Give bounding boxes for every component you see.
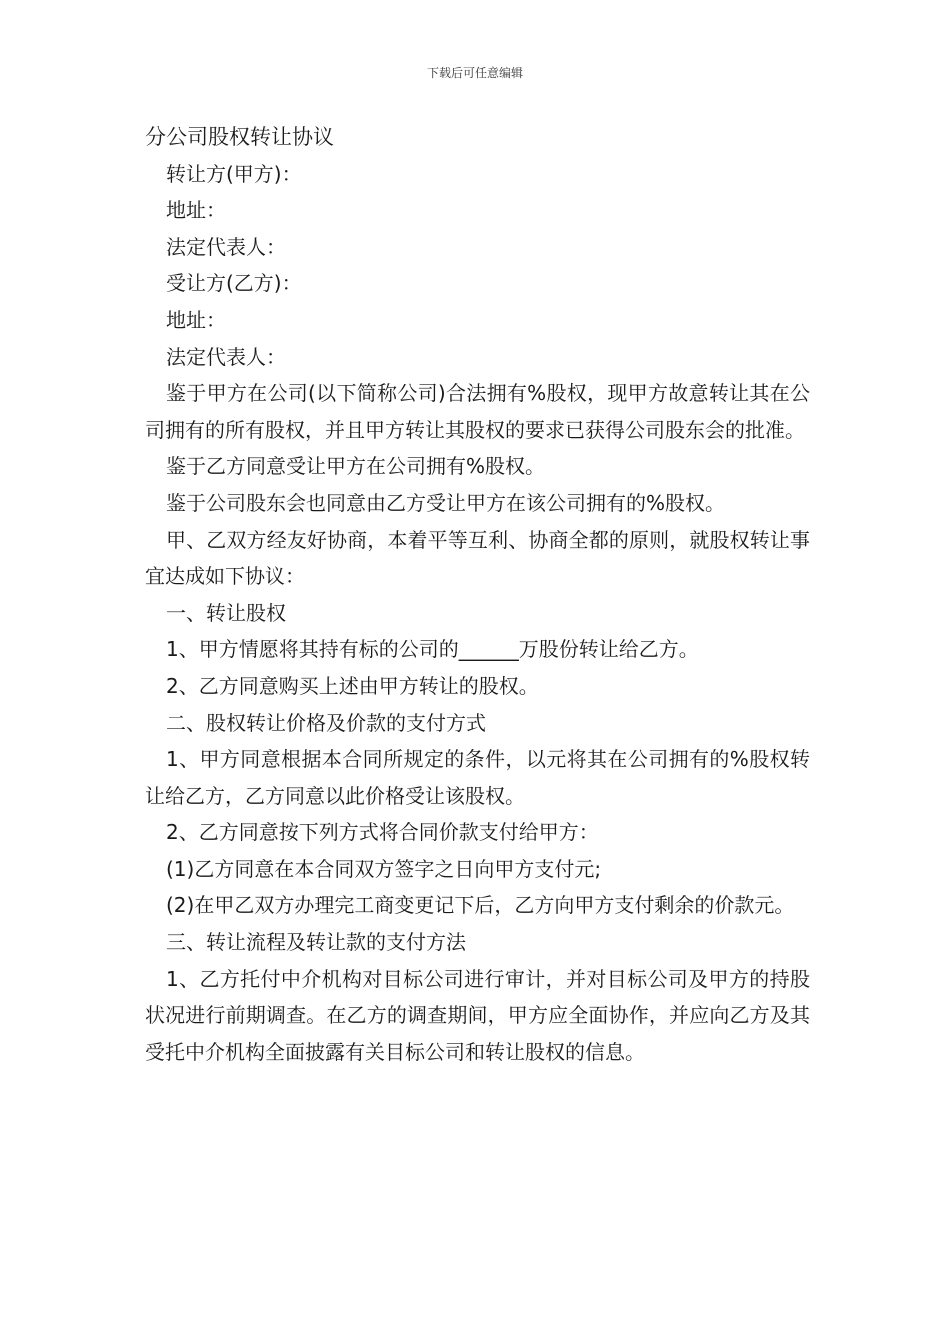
transferor-legal-rep-label: 法定代表人： bbox=[166, 234, 286, 259]
section-heading: 二、股权转让价格及价款的支付方式 bbox=[166, 710, 486, 735]
transferor-label: 转让方(甲方)： bbox=[166, 161, 302, 186]
clause-sub-item: (1)乙方同意在本合同双方签字之日向甲方支付元; bbox=[166, 856, 602, 881]
recital-paragraph: 鉴于甲方在公司(以下简称公司)合法拥有%股权，现甲方故意转让其在公司拥有的所有股权，并且甲方转让其股权的要求已获得公司股东会的批准。 bbox=[145, 381, 810, 442]
section-heading: 一、转让股权 bbox=[166, 600, 286, 625]
clause-item: 1、甲方情愿将其持有标的公司的______万股份转让给乙方。 bbox=[166, 637, 699, 662]
transferee-label: 受让方(乙方)： bbox=[166, 271, 302, 296]
clause-item: 2、乙方同意按下列方式将合同价款支付给甲方： bbox=[166, 820, 599, 845]
transferor-address-label: 地址： bbox=[166, 198, 226, 223]
document-title: 分公司股权转让协议 bbox=[145, 125, 334, 149]
recital-paragraph: 鉴于乙方同意受让甲方在公司拥有%股权。 bbox=[166, 454, 546, 479]
section-heading: 三、转让流程及转让款的支付方法 bbox=[166, 930, 466, 955]
clause-item: 1、乙方托付中介机构对目标公司进行审计，并对目标公司及甲方的持股状况进行前期调查。在乙方的调查期间，甲方应全面协作，并应向乙方及其受托中介机构全面披露有关目标公司和转让股权的信息。 bbox=[145, 966, 810, 1064]
clause-item: 2、乙方同意购买上述由甲方转让的股权。 bbox=[166, 673, 539, 698]
recital-paragraph: 鉴于公司股东会也同意由乙方受让甲方在该公司拥有的%股权。 bbox=[166, 490, 726, 515]
recital-paragraph: 甲、乙双方经友好协商，本着平等互利、协商全都的原则，就股权转让事宜达成如下协议： bbox=[145, 527, 810, 589]
transferee-legal-rep-label: 法定代表人： bbox=[166, 344, 286, 369]
clause-sub-item: (2)在甲乙双方办理完工商变更记下后，乙方向甲方支付剩余的价款元。 bbox=[166, 893, 795, 918]
transferee-address-label: 地址： bbox=[166, 307, 226, 332]
page-header-note: 下载后可任意编辑 bbox=[426, 66, 523, 80]
clause-item: 1、甲方同意根据本合同所规定的条件，以元将其在公司拥有的%股权转让给乙方，乙方同意以此价格受让该股权。 bbox=[145, 747, 810, 808]
document-body bbox=[145, 119, 810, 1070]
